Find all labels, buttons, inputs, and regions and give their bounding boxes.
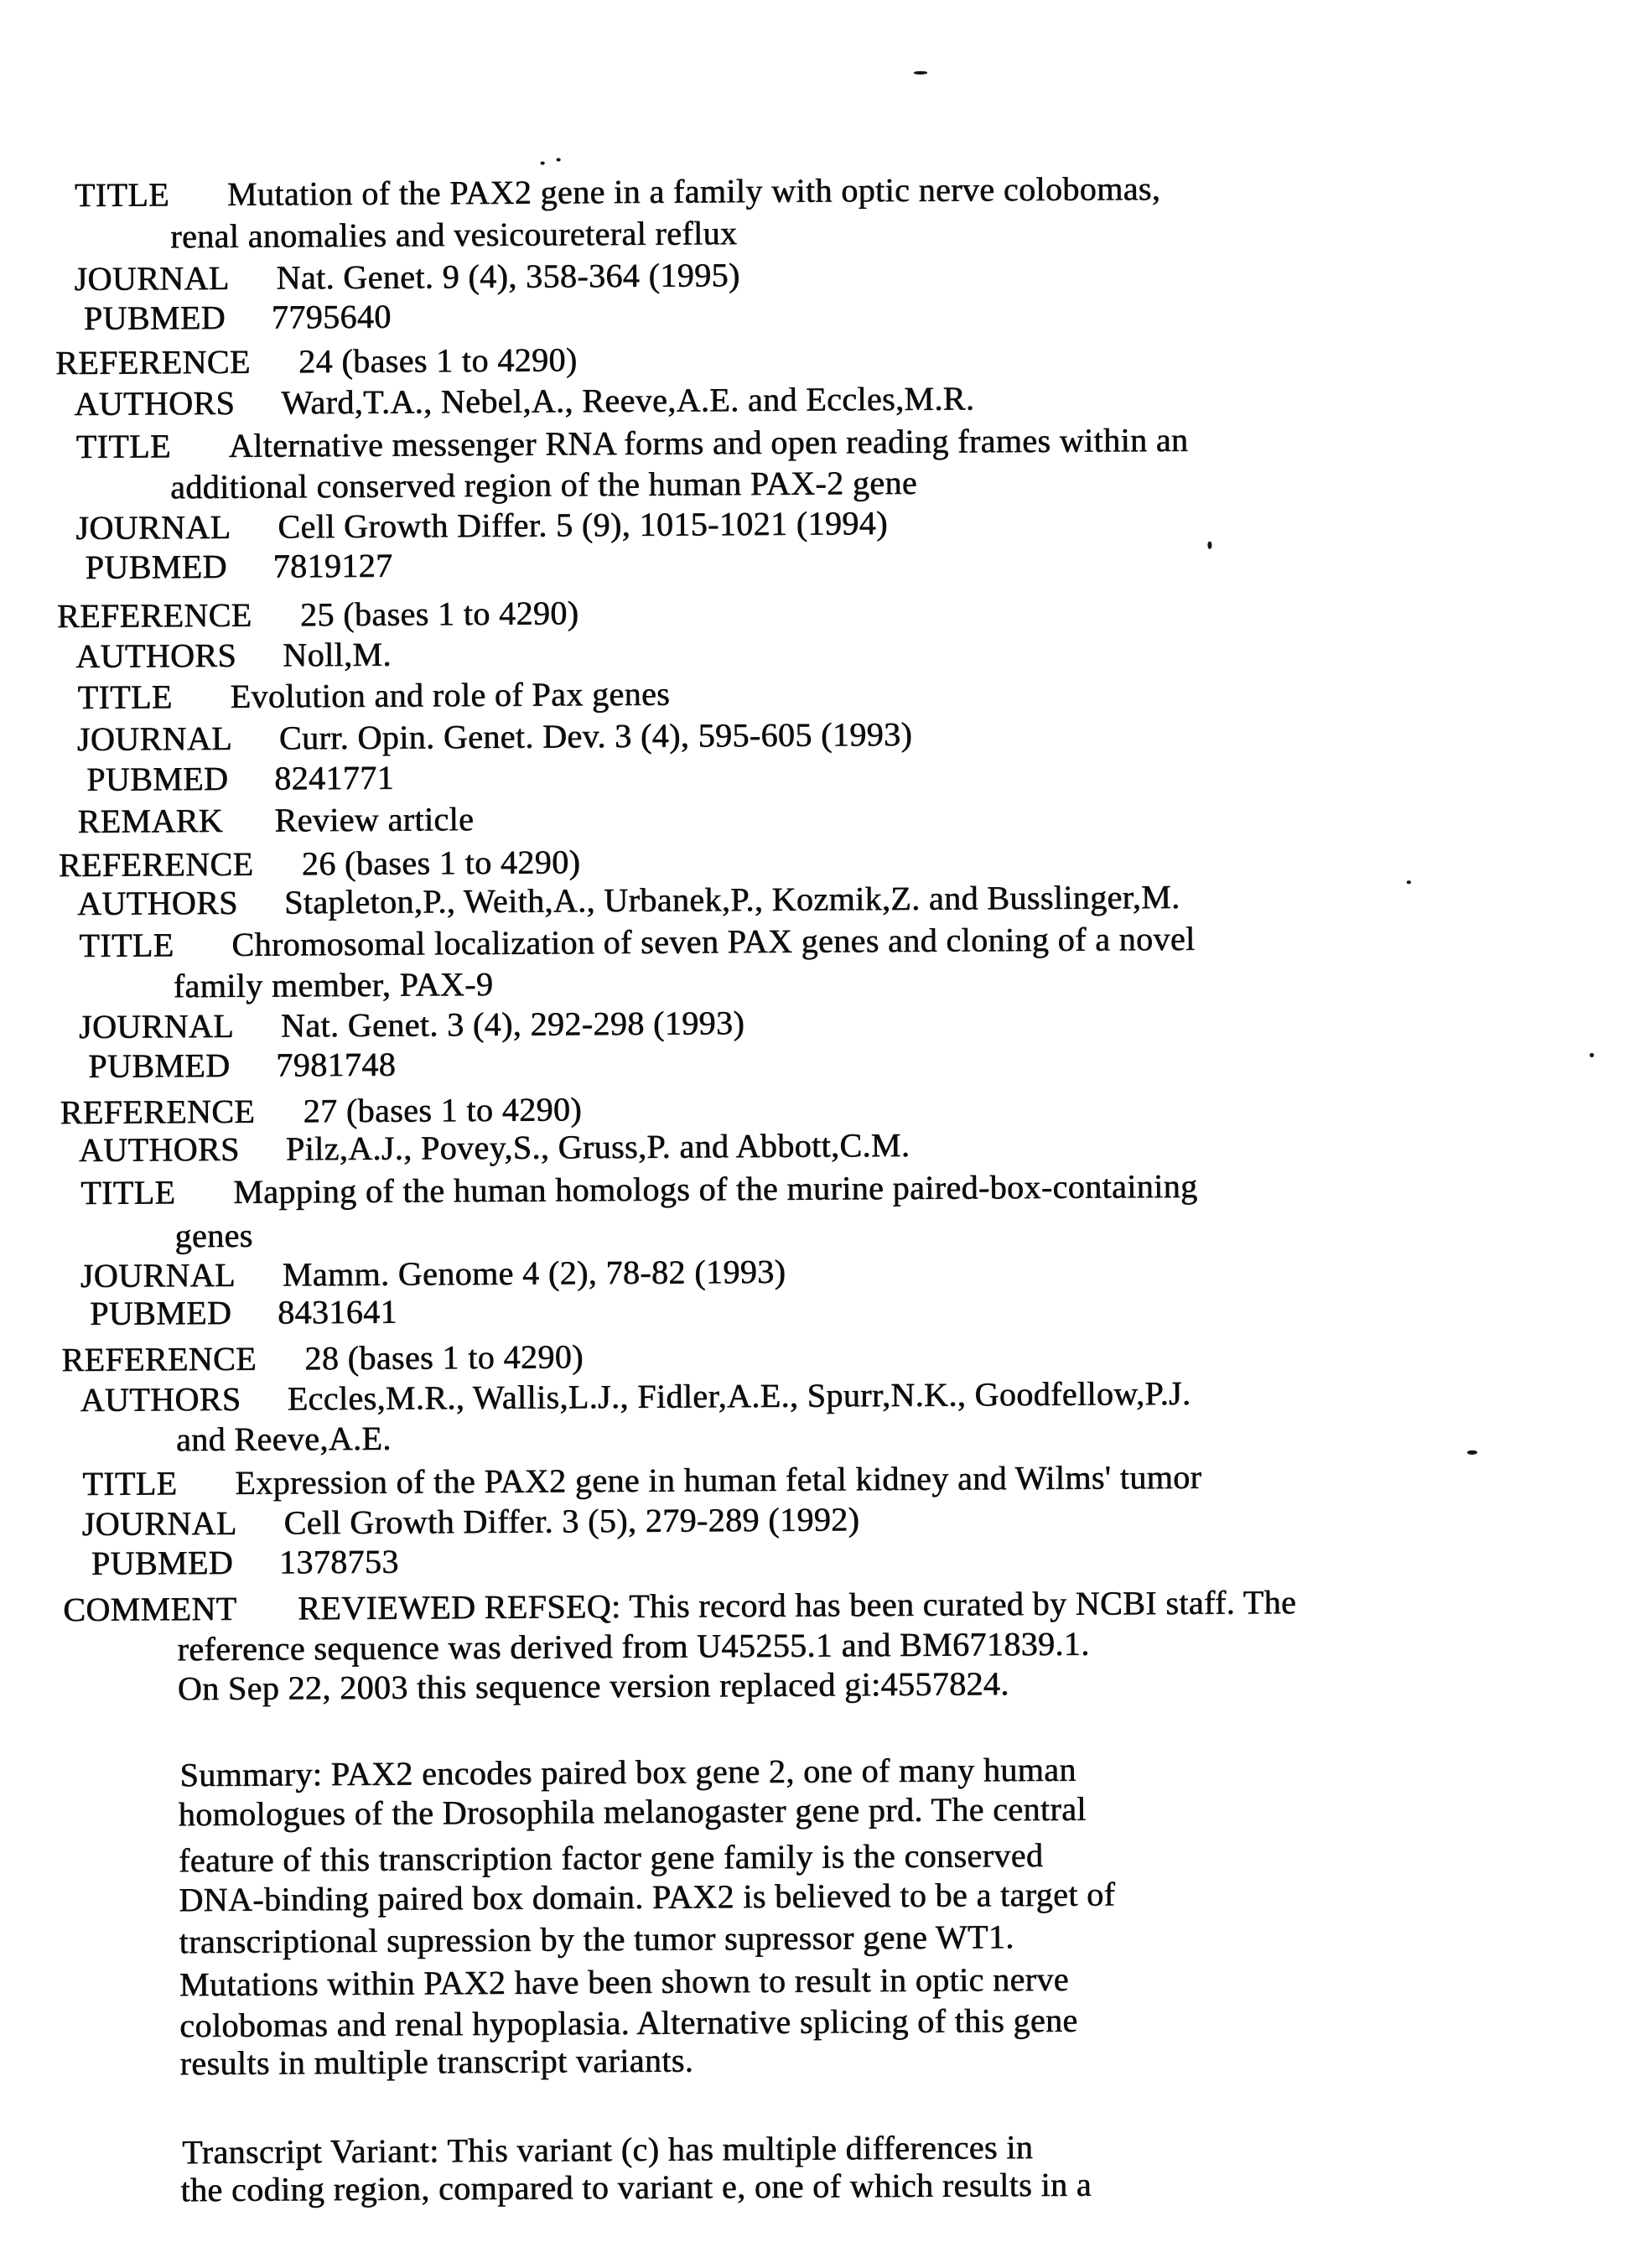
field-label: TITLE xyxy=(79,926,174,964)
field-text: and Reeve,A.E. xyxy=(175,1419,392,1459)
field-label: JOURNAL xyxy=(78,1006,235,1046)
field-label: PUBMED xyxy=(88,1046,231,1085)
field-label: TITLE xyxy=(82,1464,178,1502)
field-text: family member, PAX-9 xyxy=(173,964,494,1005)
scan-speck xyxy=(1407,880,1411,884)
field-text: Mutations within PAX2 have been shown to result in optic nerve xyxy=(179,1959,1070,2004)
field-text: feature of this transcription factor gene family is the conserved xyxy=(178,1835,1044,1880)
field-label: AUTHORS xyxy=(76,883,238,922)
field-label: REFERENCE xyxy=(58,844,254,885)
field-label: JOURNAL xyxy=(75,507,231,547)
field-label: REFERENCE xyxy=(54,342,251,382)
field-label: AUTHORS xyxy=(75,636,237,675)
field-text: Summary: PAX2 encodes paired box gene 2, one of many human xyxy=(179,1750,1076,1794)
field-label: TITLE xyxy=(75,427,171,465)
field-text: 24 (bases 1 to 4290) xyxy=(298,340,578,381)
record-continuation-line xyxy=(4,1913,1634,1964)
field-text: 8241771 xyxy=(273,758,395,797)
field-label: TITLE xyxy=(74,175,170,214)
field-text: Eccles,M.R., Wallis,L.J., Fidler,A.E., Spurr,N.K., Goodfellow,P.J. xyxy=(287,1373,1191,1418)
field-text: Nat. Genet. 9 (4), 358-364 (1995) xyxy=(276,256,740,297)
field-text: 26 (bases 1 to 4290) xyxy=(301,843,581,883)
field-label: TITLE xyxy=(80,1173,176,1212)
field-label: REFERENCE xyxy=(60,1092,256,1132)
field-text: 25 (bases 1 to 4290) xyxy=(299,594,579,634)
field-text: Alternative messenger RNA forms and open reading frames within an xyxy=(228,420,1189,464)
field-text: 7819127 xyxy=(272,546,393,585)
field-text: Expression of the PAX2 gene in human fetal kidney and Wilms' tumor xyxy=(235,1457,1202,1502)
field-text: 8431641 xyxy=(277,1292,397,1331)
field-text: Chromosomal localization of seven PAX genes and cloning of a novel xyxy=(231,919,1196,963)
field-text: Stapleton,P., Weith,A., Urbanek,P., Kozmik,Z. and Busslinger,M. xyxy=(283,877,1180,921)
field-label: JOURNAL xyxy=(81,1503,237,1543)
field-text: Pilz,A.J., Povey,S., Gruss,P. and Abbott,C.M. xyxy=(285,1125,910,1168)
field-text: colobomas and renal hypoplasia. Alternative splicing of this gene xyxy=(179,2001,1078,2045)
field-text: Transcript Variant: This variant (c) has multiple differences in xyxy=(181,2128,1034,2172)
field-label: TITLE xyxy=(77,677,173,716)
field-label: JOURNAL xyxy=(80,1255,236,1295)
field-text: 1378753 xyxy=(278,1542,399,1581)
field-text: 7981748 xyxy=(276,1045,397,1084)
scan-speck xyxy=(914,71,927,75)
field-text: Cell Growth Differ. 5 (9), 1015-1021 (1994) xyxy=(278,504,888,546)
field-text: Cell Growth Differ. 3 (5), 279-289 (1992) xyxy=(283,1500,860,1542)
field-text: Nat. Genet. 3 (4), 292-298 (1993) xyxy=(280,1004,745,1045)
field-label: PUBMED xyxy=(86,759,229,798)
field-text: additional conserved region of the human PAX-2 gene xyxy=(169,463,918,506)
scan-speck xyxy=(557,158,561,161)
field-text: DNA-binding paired box domain. PAX2 is believed to be a target of xyxy=(179,1875,1116,1919)
field-text: Curr. Opin. Genet. Dev. 3 (4), 595-605 (1993) xyxy=(278,714,913,757)
field-text: Mapping of the human homologs of the murine paired-box-containing xyxy=(232,1166,1198,1211)
record-line-title xyxy=(0,1164,1634,1214)
field-text: 7795640 xyxy=(271,297,392,336)
field-text: 28 (bases 1 to 4290) xyxy=(304,1337,584,1378)
field-label: REMARK xyxy=(77,801,224,840)
field-text: genes xyxy=(174,1216,253,1255)
field-label: PUBMED xyxy=(83,298,226,337)
record-line-remark xyxy=(0,792,1632,843)
field-text: results in multiple transcript variants. xyxy=(179,2041,694,2083)
field-text: REVIEWED REFSEQ: This record has been curated by NCBI staff. The xyxy=(298,1583,1297,1627)
field-label: REFERENCE xyxy=(61,1339,257,1379)
scan-speck xyxy=(1590,1053,1594,1057)
field-label: JOURNAL xyxy=(76,719,232,758)
field-text: 27 (bases 1 to 4290) xyxy=(303,1090,583,1130)
field-text: Ward,T.A., Nebel,A., Reeve,A.E. and Eccles,M.R. xyxy=(281,379,975,422)
field-text: transcriptional supression by the tumor supressor gene WT1. xyxy=(179,1918,1014,1961)
scan-speck xyxy=(1207,542,1211,549)
field-label: AUTHORS xyxy=(74,383,236,423)
field-text: reference sequence was derived from U45255.1 and BM671839.1. xyxy=(177,1624,1090,1669)
field-text: Noll,M. xyxy=(283,635,392,674)
field-text: Review article xyxy=(274,800,475,839)
field-text: Evolution and role of Pax genes xyxy=(230,674,671,715)
field-label: PUBMED xyxy=(89,1293,232,1332)
field-text: Mutation of the PAX2 gene in a family with optic nerve colobomas, xyxy=(226,169,1161,213)
field-text: the coding region, compared to variant e, one of which results in a xyxy=(180,2165,1092,2209)
field-text: homologues of the Drosophila melanogaster gene prd. The central xyxy=(178,1789,1087,1834)
field-label: PUBMED xyxy=(91,1543,234,1582)
field-text: On Sep 22, 2003 this sequence version replaced gi:4557824. xyxy=(177,1664,1009,1708)
scan-speck xyxy=(541,162,545,165)
field-label: JOURNAL xyxy=(74,258,230,298)
field-text: Mamm. Genome 4 (2), 78-82 (1993) xyxy=(282,1252,786,1294)
scan-speck xyxy=(1467,1451,1477,1455)
field-label: COMMENT xyxy=(63,1589,237,1629)
field-label: AUTHORS xyxy=(80,1379,241,1419)
field-label: PUBMED xyxy=(85,547,227,586)
field-text: renal anomalies and vesicoureteral reflux xyxy=(170,214,738,256)
field-label: AUTHORS xyxy=(78,1129,240,1169)
field-label: REFERENCE xyxy=(56,595,252,636)
